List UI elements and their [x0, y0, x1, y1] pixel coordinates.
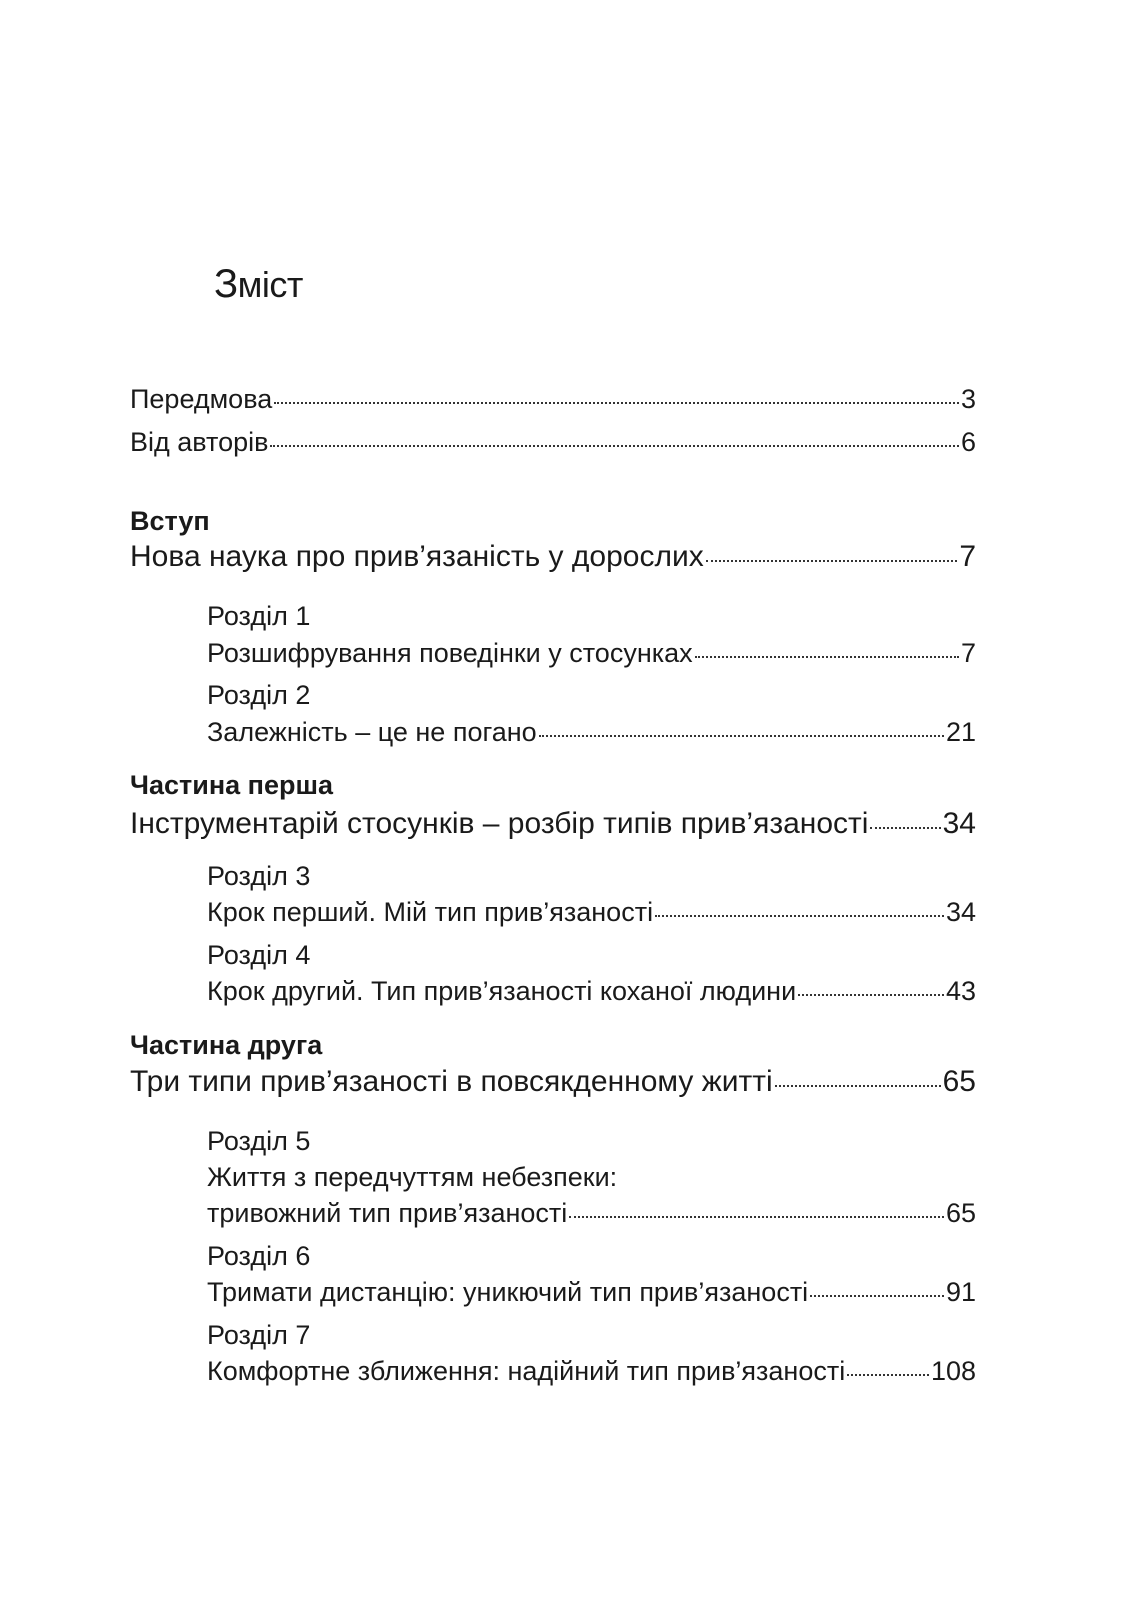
leader-dots [870, 827, 940, 829]
chapter-number: Розділ 4 [207, 940, 311, 970]
toc-page-number: 3 [960, 384, 976, 414]
leader-dots [270, 445, 959, 447]
chapter-number: Розділ 2 [207, 680, 311, 710]
section-heading-part-1: Частина перша [130, 770, 333, 800]
toc-page-number: 91 [945, 1277, 976, 1307]
toc-entry-chapter-2[interactable] [207, 716, 976, 748]
toc-entry-label: Нова наука про прив’язаність у дорослих [130, 540, 704, 573]
toc-entry-label: Комфортне зближення: надійний тип прив’язаності [207, 1356, 846, 1386]
toc-page-number: 34 [945, 897, 976, 927]
toc-entry-label: Від авторів [130, 427, 269, 457]
chapter-number: Розділ 5 [207, 1126, 311, 1156]
page-title-initial: З [214, 262, 238, 306]
toc-entry-chapter-6[interactable] [207, 1276, 976, 1308]
toc-entry-preface[interactable] [130, 383, 976, 415]
leader-dots [569, 1216, 944, 1218]
toc-entry-label: Інструментарій стосунків – розбір типів прив’язаності [130, 807, 869, 840]
toc-entry-chapter-7[interactable] [207, 1355, 976, 1387]
chapter-title-line[interactable]: Життя з передчуттям небезпеки: [207, 1162, 618, 1192]
page-title-rest: міст [237, 264, 303, 305]
leader-dots [847, 1374, 929, 1376]
toc-entry-label: Залежність – це не погано [207, 717, 537, 747]
leader-dots [775, 1085, 941, 1087]
leader-dots [274, 402, 959, 404]
toc-page-number: 108 [930, 1356, 976, 1386]
chapter-number: Розділ 6 [207, 1241, 311, 1271]
chapter-number: Розділ 7 [207, 1320, 311, 1350]
leader-dots [695, 656, 959, 658]
toc-entry-chapter-5[interactable] [207, 1197, 976, 1229]
leader-dots [798, 994, 944, 996]
toc-page-number: 65 [942, 1065, 976, 1098]
leader-dots [706, 560, 958, 562]
leader-dots [810, 1295, 944, 1297]
toc-page-number: 7 [960, 638, 976, 668]
chapter-number: Розділ 1 [207, 601, 311, 631]
toc-entry-label: тривожний тип прив’язаності [207, 1198, 568, 1228]
toc-entry-chapter-4[interactable] [207, 975, 976, 1007]
section-heading-intro: Вступ [130, 506, 210, 536]
toc-entry-label: Крок перший. Мій тип прив’язаності [207, 897, 654, 927]
chapter-number: Розділ 3 [207, 861, 311, 891]
toc-entry-part-2[interactable] [130, 1066, 976, 1098]
toc-entry-from-authors[interactable] [130, 426, 976, 458]
toc-page-number: 21 [945, 717, 976, 747]
toc-page-number: 6 [960, 427, 976, 457]
page-title [214, 262, 303, 307]
toc-page-number: 43 [945, 976, 976, 1006]
toc-entry-chapter-1[interactable] [207, 637, 976, 669]
section-heading-part-2: Частина друга [130, 1030, 323, 1060]
toc-entry-label: Розшифрування поведінки у стосунках [207, 638, 693, 668]
leader-dots [655, 915, 944, 917]
leader-dots [539, 735, 944, 737]
toc-entry-label: Тримати дистанцію: уникючий тип прив’язаності [207, 1277, 809, 1307]
toc-entry-part-1[interactable] [130, 808, 976, 840]
toc-entry-label: Крок другий. Тип прив’язаності коханої людини [207, 976, 797, 1006]
toc-page-number: 7 [959, 540, 976, 573]
toc-entry-intro[interactable] [130, 541, 976, 573]
toc-entry-chapter-3[interactable] [207, 896, 976, 928]
toc-page-number: 65 [945, 1198, 976, 1228]
toc-page-number: 34 [942, 807, 976, 840]
toc-entry-label: Передмова [130, 384, 273, 414]
toc-entry-label: Три типи прив’язаності в повсякденному житті [130, 1065, 773, 1098]
